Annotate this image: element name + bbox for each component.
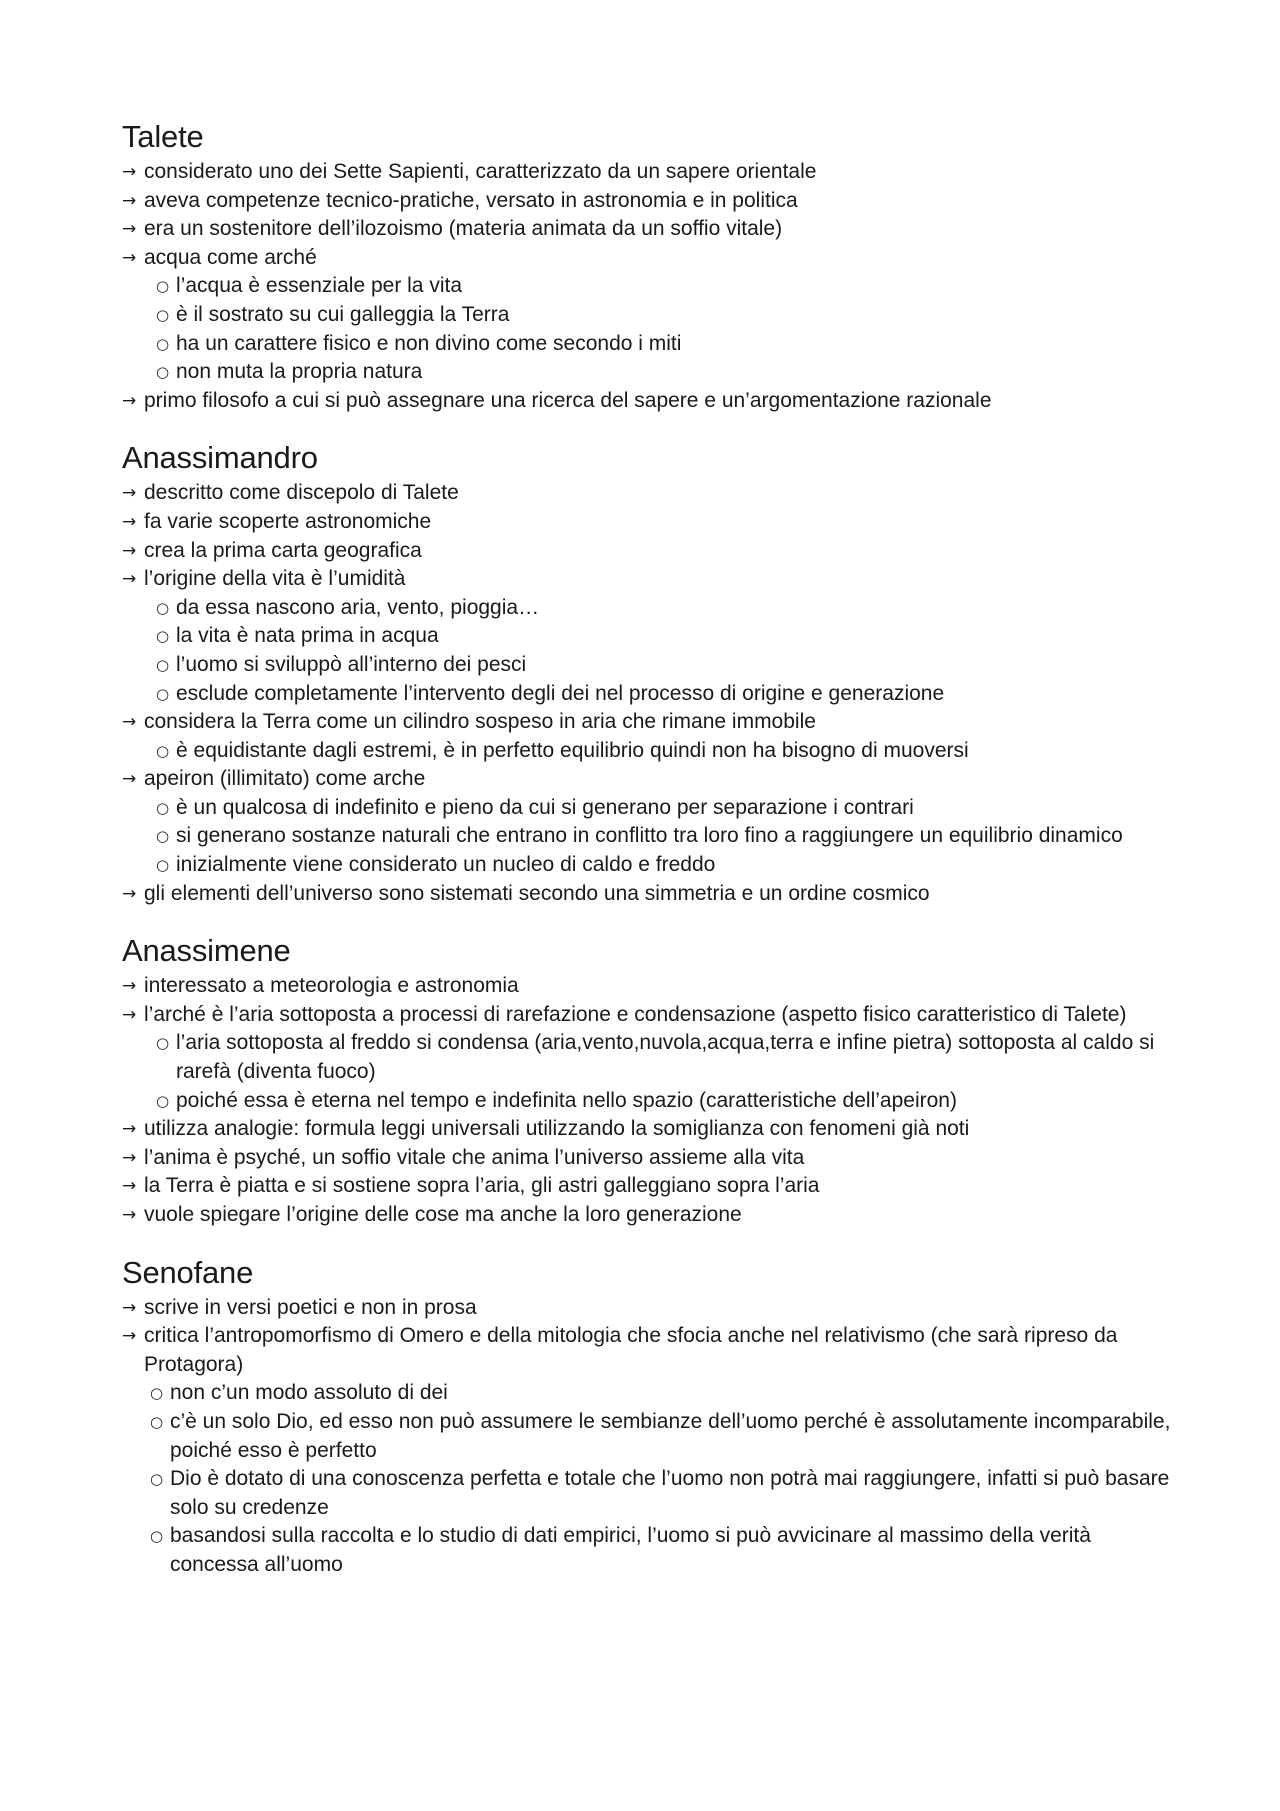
sub-point <box>122 822 1180 851</box>
arrow-point <box>122 537 1180 566</box>
arrow-right-icon: → <box>122 219 137 240</box>
arrow-right-icon: → <box>122 162 137 182</box>
arrow-point <box>122 508 1180 537</box>
item-text: vuole spiegare l’origine delle cose ma anche la loro generazione <box>144 1203 742 1226</box>
item-text: è un qualcosa di indefinito e pieno da cui si generano per separazione i contrari <box>176 795 914 819</box>
item-text: crea la prima carta geografica <box>144 538 422 562</box>
item-text: l’aria sottoposta al freddo si condensa (aria,vento,nuvola,acqua,terra e infine pietra) sottoposta al caldo si rarefà (diventa fuoco) <box>176 1031 1155 1084</box>
arrow-right-icon: → <box>122 712 137 733</box>
circle-bullet-icon: ○ <box>156 1034 170 1053</box>
sub-point <box>122 301 1180 330</box>
circle-bullet-icon: ○ <box>156 1091 170 1110</box>
section-title: Talete <box>122 119 204 154</box>
arrow-point <box>122 387 1180 416</box>
sub-point <box>122 1379 1180 1408</box>
circle-bullet-icon: ○ <box>156 277 170 296</box>
arrow-right-icon: → <box>122 769 137 790</box>
circle-bullet-icon: ○ <box>156 363 170 382</box>
item-text: l’arché è l’aria sottoposta a processi di rarefazione e condensazione (aspetto fisico caratteristico di Talete) <box>144 1002 1127 1026</box>
section-senofane <box>122 1254 1180 1580</box>
circle-bullet-icon: ○ <box>156 798 170 817</box>
circle-bullet-icon: ○ <box>150 1470 164 1489</box>
section-talete <box>122 118 1180 415</box>
item-text: esclude completamente l’intervento degli dei nel processo di origine e generazione <box>176 681 945 705</box>
item-text: descritto come discepolo di Talete <box>144 481 459 505</box>
circle-bullet-icon: ○ <box>156 305 170 324</box>
item-text: era un sostenitore dell’ilozoismo (materia animata da un soffio vitale) <box>144 217 783 241</box>
item-text: gli elementi dell’universo sono sistemati secondo una simmetria e un ordine cosmico <box>144 881 930 905</box>
sub-point <box>122 594 1180 623</box>
arrow-point <box>122 972 1180 1001</box>
arrow-point <box>122 187 1180 216</box>
arrow-point <box>122 880 1180 909</box>
item-text: non c’un modo assoluto di dei <box>170 1381 448 1405</box>
item-text: basandosi sulla raccolta e lo studio di dati empirici, l’uomo si può avvicinare al massimo della verità concessa all’uomo <box>170 1524 1091 1576</box>
sub-point <box>122 737 1180 766</box>
item-text: poiché essa è eterna nel tempo e indefinita nello spazio (caratteristiche dell’apeiron) <box>176 1088 957 1112</box>
arrow-point <box>122 1294 1180 1323</box>
item-text: l’uomo si sviluppò all’interno dei pesci <box>176 652 527 676</box>
arrow-point <box>122 1322 1180 1379</box>
circle-bullet-icon: ○ <box>156 856 170 875</box>
sub-point <box>122 1522 1180 1579</box>
circle-bullet-icon: ○ <box>156 598 170 617</box>
item-text: utilizza analogie: formula leggi universali utilizzando la somiglianza con fenomeni già noti <box>144 1117 970 1141</box>
arrow-right-icon: → <box>122 1297 137 1318</box>
arrow-right-icon: → <box>122 390 137 411</box>
sub-point <box>122 680 1180 709</box>
circle-bullet-icon: ○ <box>150 1412 164 1431</box>
arrow-point <box>122 158 1180 187</box>
circle-bullet-icon: ○ <box>156 741 170 760</box>
item-text: è equidistante dagli estremi, è in perfetto equilibrio quindi non ha bisogno di muoversi <box>176 738 969 762</box>
arrow-right-icon: → <box>122 1205 137 1225</box>
arrow-point <box>122 1172 1180 1201</box>
arrow-point <box>122 1201 1180 1230</box>
arrow-point <box>122 479 1180 508</box>
circle-bullet-icon: ○ <box>156 334 170 353</box>
item-text: da essa nascono aria, vento, pioggia… <box>176 595 540 619</box>
section-title: Senofane <box>122 1254 254 1290</box>
arrow-right-icon: → <box>122 247 137 268</box>
sub-point <box>122 622 1180 651</box>
sub-point <box>122 358 1180 387</box>
circle-bullet-icon: ○ <box>156 684 170 703</box>
sub-point <box>122 1408 1180 1465</box>
item-text: l’anima è psyché, un soffio vitale che anima l’universo assieme alla vita <box>144 1145 805 1169</box>
sub-point <box>122 794 1180 823</box>
arrow-right-icon: → <box>122 511 137 532</box>
item-text: l’acqua è essenziale per la vita <box>176 274 463 298</box>
arrow-right-icon: → <box>122 483 137 504</box>
arrow-right-icon: → <box>122 1147 137 1168</box>
sub-point <box>122 1087 1180 1116</box>
arrow-point <box>122 215 1180 244</box>
sub-point <box>122 1029 1180 1086</box>
arrow-right-icon: → <box>122 1176 137 1197</box>
sub-point <box>122 1465 1180 1522</box>
circle-bullet-icon: ○ <box>156 627 170 646</box>
arrow-point <box>122 1001 1180 1030</box>
section-anassimandro <box>122 439 1180 908</box>
item-text: fa varie scoperte astronomiche <box>144 509 432 533</box>
arrow-point <box>122 708 1180 737</box>
item-text: Dio è dotato di una conoscenza perfetta e totale che l’uomo non potrà mai raggiungere, infatti si può basare solo su credenze <box>170 1467 1170 1519</box>
circle-bullet-icon: ○ <box>156 655 170 674</box>
arrow-right-icon: → <box>122 540 137 561</box>
item-text: inizialmente viene considerato un nucleo di caldo e freddo <box>176 853 716 877</box>
section-title: Anassimandro <box>122 440 318 476</box>
item-text: acqua come arché <box>144 245 317 269</box>
arrow-right-icon: → <box>122 1119 137 1140</box>
sub-point <box>122 651 1180 680</box>
item-text: la vita è nata prima in acqua <box>176 624 439 648</box>
arrow-right-icon: → <box>122 190 137 211</box>
item-text: l’origine della vita è l’umidità <box>144 567 406 591</box>
section-anassimene <box>122 932 1180 1229</box>
sub-point <box>122 272 1180 301</box>
item-text: primo filosofo a cui si può assegnare una ricerca del sapere e un’argomentazione razionale <box>144 388 992 412</box>
arrow-right-icon: → <box>122 569 137 590</box>
arrow-right-icon: → <box>122 883 137 904</box>
arrow-point <box>122 765 1180 794</box>
item-text: aveva competenze tecnico-pratiche, versato in astronomia e in politica <box>144 188 798 212</box>
circle-bullet-icon: ○ <box>156 827 170 846</box>
arrow-point <box>122 1115 1180 1144</box>
arrow-right-icon: → <box>122 976 137 997</box>
arrow-point <box>122 565 1180 594</box>
item-text: ha un carattere fisico e non divino come secondo i miti <box>176 331 682 355</box>
sub-point <box>122 330 1180 359</box>
sub-point <box>122 851 1180 880</box>
item-text: interessato a meteorologia e astronomia <box>144 974 519 998</box>
item-text: è il sostrato su cui galleggia la Terra <box>176 302 510 326</box>
item-text: considera la Terra come un cilindro sospeso in aria che rimane immobile <box>144 710 816 734</box>
item-text: scrive in versi poetici e non in prosa <box>144 1295 477 1319</box>
circle-bullet-icon: ○ <box>150 1527 164 1546</box>
circle-bullet-icon: ○ <box>150 1384 164 1403</box>
section-title: Anassimene <box>122 933 291 969</box>
item-text: c’è un solo Dio, ed esso non può assumere le sembianze dell’uomo perché è assolutamente incomparabile, poiché esso è perfetto <box>170 1409 1171 1462</box>
item-text: la Terra è piatta e si sostiene sopra l’aria, gli astri galleggiano sopra l’aria <box>144 1174 820 1198</box>
item-text: apeiron (illimitato) come arche <box>144 767 426 791</box>
item-text: critica l’antropomorfismo di Omero e della mitologia che sfocia anche nel relativismo (che sarà ripreso da Protagora) <box>144 1324 1118 1376</box>
item-text: considerato uno dei Sette Sapienti, caratterizzato da un sapere orientale <box>144 160 817 183</box>
item-text: si generano sostanze naturali che entrano in conflitto tra loro fino a raggiungere un equilibrio dinamico <box>176 824 1123 848</box>
arrow-point <box>122 1144 1180 1173</box>
arrow-right-icon: → <box>122 1004 137 1025</box>
item-text: non muta la propria natura <box>176 360 423 384</box>
arrow-point <box>122 244 1180 273</box>
arrow-right-icon: → <box>122 1326 137 1347</box>
